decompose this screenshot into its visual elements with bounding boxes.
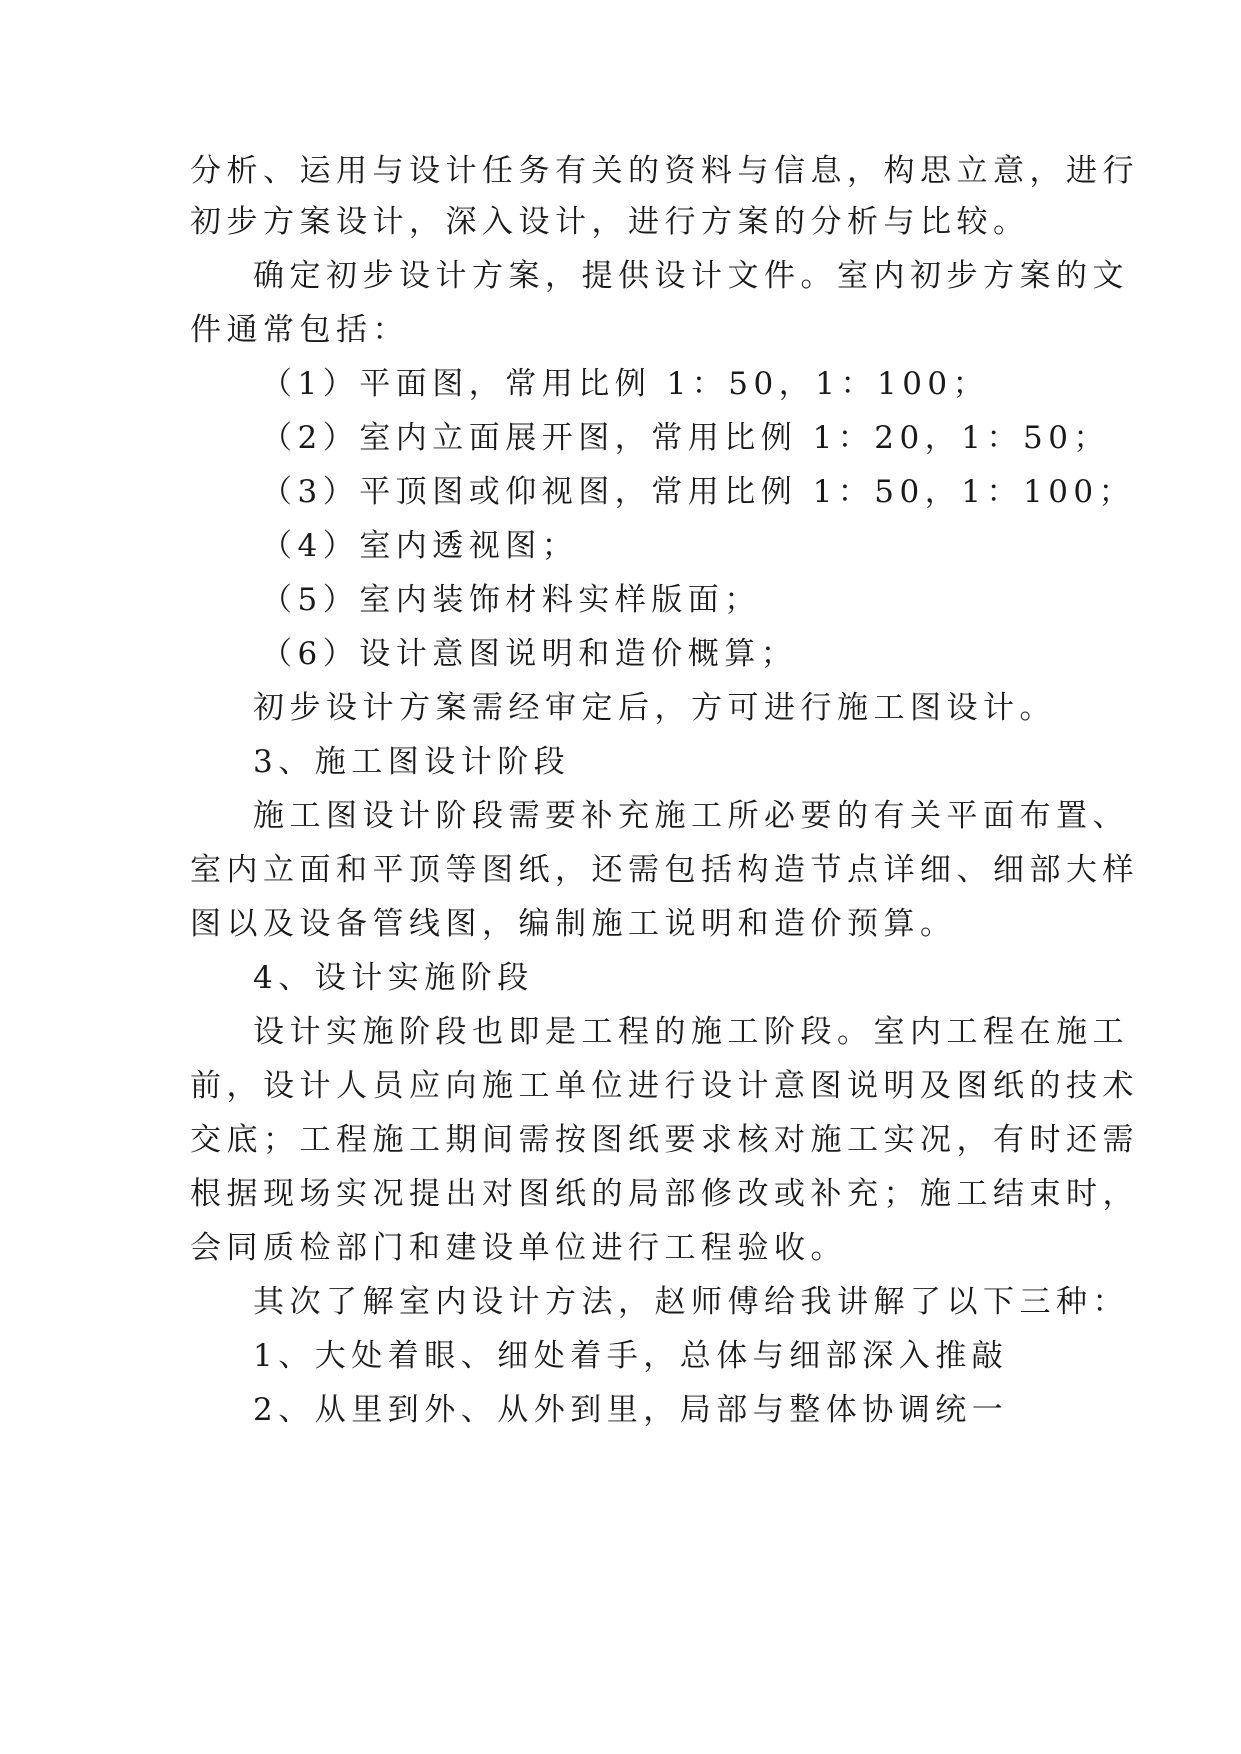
list-item: （3）平顶图或仰视图，常用比例 1：50，1：100； [261, 474, 1136, 510]
text-line: 确定初步设计方案，提供设计文件。室内初步方案的文 [253, 258, 1129, 294]
section-heading: 4、设计实施阶段 [253, 960, 534, 996]
text-line: 初步设计方案需经审定后，方可进行施工图设计。 [253, 690, 1056, 726]
text-line: 会同质检部门和建设单位进行工程验收。 [190, 1230, 847, 1266]
list-item: （4）室内透视图； [261, 528, 579, 564]
text-line: 前，设计人员应向施工单位进行设计意图说明及图纸的技术 [190, 1068, 1139, 1104]
list-item: 1、大处着眼、细处着手，总体与细部深入推敲 [253, 1338, 1009, 1374]
text-line: 分析、运用与设计任务有关的资料与信息，构思立意，进行 [190, 153, 1139, 189]
text-line: 根据现场实况提出对图纸的局部修改或补充；施工结束时， [190, 1176, 1139, 1212]
text-line: 图以及设备管线图，编制施工说明和造价预算。 [190, 906, 957, 942]
list-item: 2、从里到外、从外到里，局部与整体协调统一 [253, 1392, 1009, 1428]
list-item: （1）平面图，常用比例 1：50，1：100； [261, 366, 990, 402]
text-line: 交底；工程施工期间需按图纸要求核对施工实况，有时还需 [190, 1122, 1139, 1158]
text-line: 设计实施阶段也即是工程的施工阶段。室内工程在施工 [253, 1014, 1129, 1050]
list-item: （5）室内装饰材料实样版面； [261, 582, 761, 618]
section-heading: 3、施工图设计阶段 [253, 744, 571, 780]
text-line: 初步方案设计，深入设计，进行方案的分析与比较。 [190, 204, 1030, 240]
text-line: 室内立面和平顶等图纸，还需包括构造节点详细、细部大样 [190, 852, 1139, 888]
text-line: 件通常包括： [190, 312, 409, 348]
text-line: 施工图设计阶段需要补充施工所必要的有关平面布置、 [253, 798, 1129, 834]
list-item: （6）设计意图说明和造价概算； [261, 636, 798, 672]
list-item: （2）室内立面展开图，常用比例 1：20，1：50； [261, 420, 1110, 456]
text-line: 其次了解室内设计方法，赵师傅给我讲解了以下三种： [253, 1284, 1129, 1320]
